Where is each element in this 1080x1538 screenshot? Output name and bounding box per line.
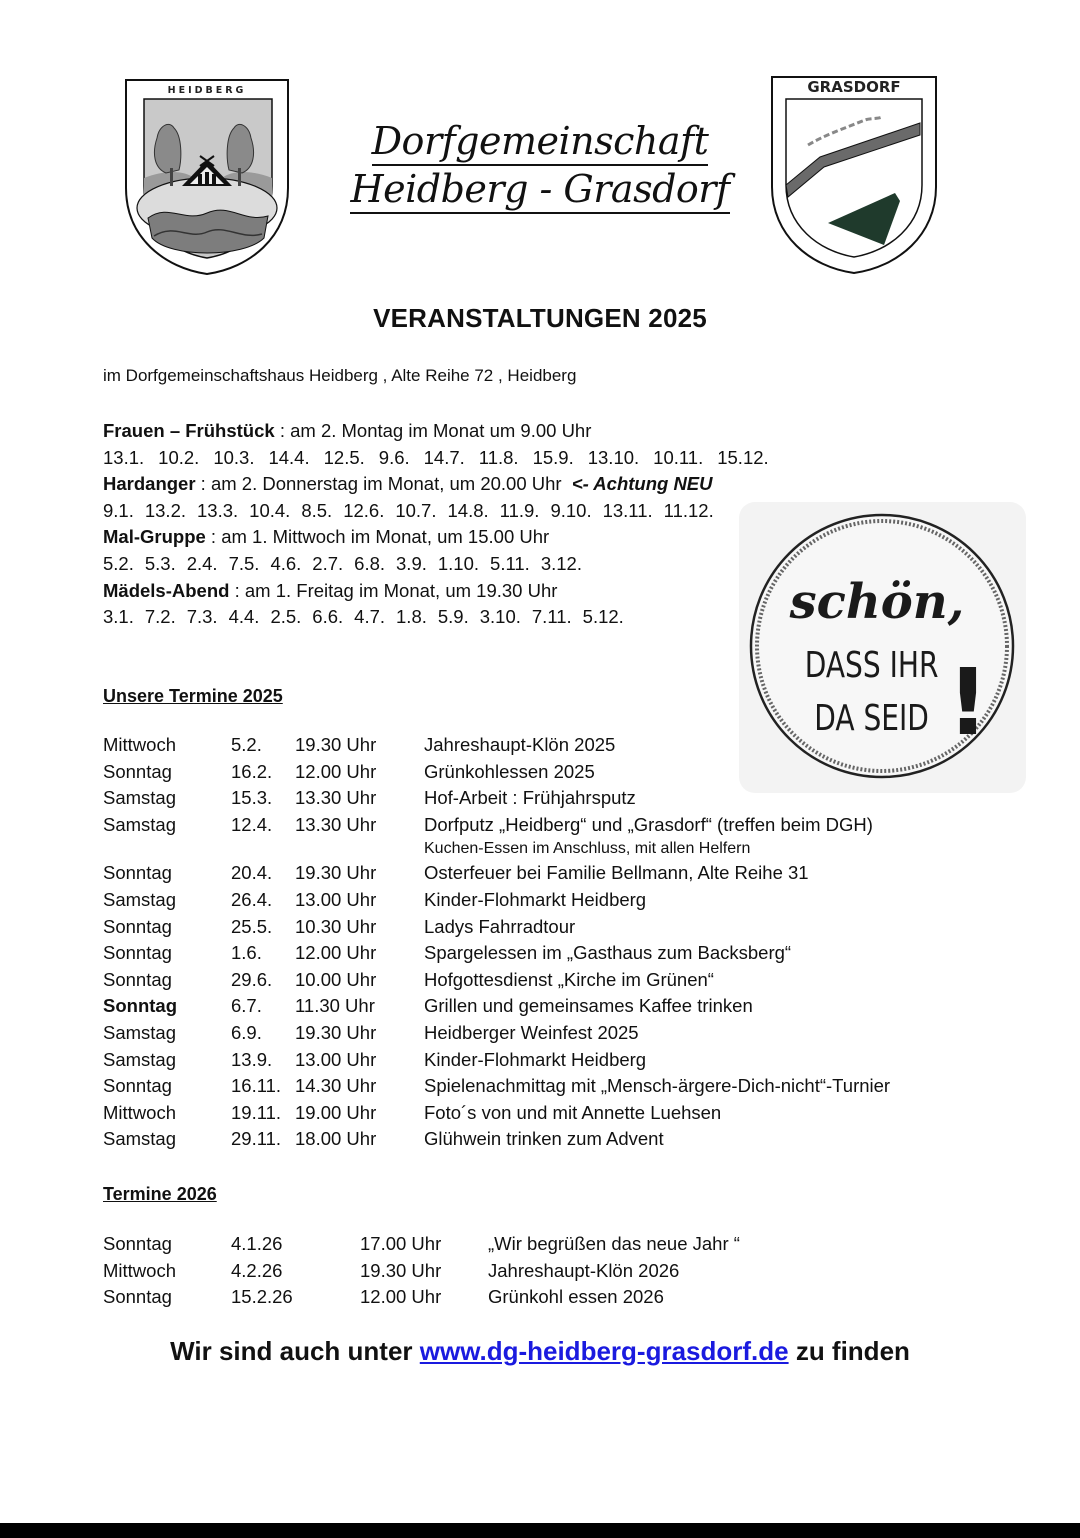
event-title: Foto´s von und mit Annette Luehsen <box>424 1101 722 1123</box>
date: 10.11. <box>653 446 704 468</box>
date: 13.2. <box>144 499 187 521</box>
date: 7.2. <box>144 606 176 628</box>
date: 5.3. <box>144 552 176 574</box>
event-day: Sonntag <box>103 942 172 964</box>
event-day: Sonntag <box>103 1233 172 1254</box>
event-time: 19.30 Uhr <box>295 734 377 755</box>
event-day: Mittwoch <box>103 1101 176 1123</box>
event-date: 19.11. <box>231 1101 282 1123</box>
date: 10.7. <box>395 499 437 521</box>
event-date: 29.6. <box>231 968 273 990</box>
date: 2.5. <box>270 606 302 628</box>
group-name: Frauen – Frühstück <box>103 420 275 441</box>
date: 5.11. <box>490 552 530 574</box>
event-day: Sonntag <box>103 915 172 937</box>
event-day: Samstag <box>103 888 177 910</box>
event-date: 6.9. <box>231 1021 262 1043</box>
date: 7.5. <box>228 552 260 574</box>
date: 14.4. <box>268 446 310 468</box>
event-date: 1.6. <box>231 942 262 964</box>
date: 11.8. <box>478 446 519 468</box>
event-date: 29.11. <box>231 1128 282 1150</box>
group-schedule: : am 1. Mittwoch im Monat, um 15.00 Uhr <box>205 526 550 548</box>
date: 6.8. <box>354 552 386 574</box>
event-time: 14.30 Uhr <box>295 1075 377 1097</box>
event-day: Sonntag <box>103 862 172 884</box>
group-header <box>103 524 783 551</box>
footer-text-before: Wir sind auch unter <box>170 1336 420 1366</box>
date: 5.2. <box>103 552 134 574</box>
event-title: Glühwein trinken zum Advent <box>424 1128 664 1150</box>
group-name: Mädels-Abend <box>103 579 230 601</box>
date: 3.1. <box>103 606 134 628</box>
group-name: Hardanger <box>103 473 196 495</box>
date: 14.7. <box>423 446 465 468</box>
bottom-bar <box>0 1523 1080 1538</box>
heidberg-coat-of-arms-icon <box>124 78 290 276</box>
termine-2025-title: Unsere Termine 2025 <box>103 686 283 706</box>
date: 9.10. <box>550 499 592 521</box>
group-name: Mal-Gruppe <box>103 526 206 548</box>
date: 13.1. <box>103 446 145 468</box>
event-day: Sonntag <box>103 968 172 990</box>
date: 10.2. <box>158 446 200 468</box>
date: 1.10. <box>437 552 480 574</box>
date: 9.1. <box>103 499 134 521</box>
event-day: Mittwoch <box>103 734 176 755</box>
event-title: Dorfputz „Heidberg“ und „Grasdorf“ (treffen beim DGH) <box>424 813 873 835</box>
event-title: Grillen und gemeinsames Kaffee trinken <box>424 995 753 1017</box>
event-title: Spielenachmittag mit „Mensch-ärgere-Dich-nicht“-Turnier <box>424 1075 891 1097</box>
date: 10.4. <box>249 499 291 521</box>
date: 7.3. <box>186 606 218 628</box>
event-time: 12.00 Uhr <box>360 1286 442 1308</box>
event-title: Jahreshaupt-Klön 2026 <box>488 1259 680 1281</box>
event-date: 15.2.26 <box>231 1286 293 1308</box>
website-link[interactable]: www.dg-heidberg-grasdorf.de <box>419 1336 789 1366</box>
sticker-line-2: DASS IHR <box>804 643 939 686</box>
event-day: Samstag <box>103 1048 177 1070</box>
event-title: Spargelessen im „Gasthaus zum Backsberg“ <box>424 942 792 964</box>
event-title: Hofgottesdienst „Kirche im Grünen“ <box>424 968 714 990</box>
event-time: 13.30 Uhr <box>295 787 377 809</box>
date: 6.6. <box>312 606 344 628</box>
venue-text: im Dorfgemeinschaftshaus Heidberg , Alte Reihe 72 , Heidberg <box>103 366 577 385</box>
group-header <box>103 471 783 498</box>
event-date: 16.11. <box>231 1075 282 1097</box>
welcome-badge-icon <box>739 502 1026 793</box>
event-date: 15.3. <box>231 787 273 809</box>
group-schedule: : am 1. Freitag im Monat, um 19.30 Uhr <box>229 579 558 601</box>
grasdorf-label: GRASDORF <box>807 78 901 96</box>
date: 14.8. <box>447 499 489 521</box>
date: 8.5. <box>301 499 333 521</box>
date: 3.10. <box>479 606 521 628</box>
event-day: Sonntag <box>103 760 172 782</box>
termine-2026-title: Termine 2026 <box>103 1184 217 1204</box>
date: 13.10. <box>587 446 640 468</box>
grasdorf-coat-of-arms-icon <box>770 75 938 275</box>
date: 9.6. <box>378 446 410 468</box>
event-date: 13.9. <box>231 1048 273 1070</box>
recurring-groups <box>103 418 783 631</box>
event-time: 12.00 Uhr <box>295 760 377 782</box>
event-title: Grünkohl essen 2026 <box>488 1286 664 1308</box>
date: 5.9. <box>437 606 469 628</box>
grasdorf-emblem <box>770 75 938 275</box>
event-time: 19.00 Uhr <box>295 1101 377 1123</box>
event-title: Hof-Arbeit : Frühjahrsputz <box>424 787 636 809</box>
event-time: 19.30 Uhr <box>295 862 377 884</box>
sticker-line-1: schön, <box>789 574 965 630</box>
date: 3.9. <box>396 552 427 574</box>
event-date: 25.5. <box>231 915 273 937</box>
website-footer <box>0 1336 1080 1367</box>
date: 3.12. <box>540 552 582 574</box>
event-note: Kuchen-Essen im Anschluss, mit allen Helfern <box>424 840 751 858</box>
event-date: 16.2. <box>231 760 273 782</box>
event-title: Kinder-Flohmarkt Heidberg <box>424 888 647 910</box>
date: 12.5. <box>323 446 365 468</box>
group-header <box>103 418 783 445</box>
event-date: 6.7. <box>231 995 262 1017</box>
events-heading: VERANSTALTUNGEN 2025 <box>373 303 707 333</box>
event-day: Samstag <box>103 1128 177 1150</box>
date: 2.4. <box>186 552 218 574</box>
group-schedule: : am 2. Montag im Monat um 9.00 Uhr <box>274 420 592 441</box>
group-schedule: : am 2. Donnerstag im Monat, um 20.00 Uhr <box>195 473 562 495</box>
event-time: 18.00 Uhr <box>295 1128 377 1150</box>
welcome-sticker <box>739 502 1026 793</box>
event-date: 26.4. <box>231 888 273 910</box>
event-time: 19.30 Uhr <box>295 1021 377 1043</box>
date: 12.6. <box>343 499 385 521</box>
event-time: 13.00 Uhr <box>295 888 377 910</box>
date: 7.11. <box>531 606 572 628</box>
event-title: Grünkohlessen 2025 <box>424 760 595 782</box>
event-date: 4.2.26 <box>231 1259 283 1281</box>
event-time: 19.30 Uhr <box>360 1259 442 1281</box>
event-title: „Wir begrüßen das neue Jahr “ <box>488 1233 740 1254</box>
event-day: Sonntag <box>103 1286 172 1308</box>
event-date: 12.4. <box>231 813 273 835</box>
date: 13.11. <box>602 499 653 521</box>
event-title: Ladys Fahrradtour <box>424 915 576 937</box>
event-date: 20.4. <box>231 862 273 884</box>
event-title: Osterfeuer bei Familie Bellmann, Alte Reihe 31 <box>424 862 809 884</box>
date: 1.8. <box>396 606 427 628</box>
event-day: Sonntag <box>103 995 177 1017</box>
date: 10.3. <box>213 446 255 468</box>
date: 5.12. <box>582 606 624 628</box>
event-date: 5.2. <box>231 734 262 755</box>
event-time: 12.00 Uhr <box>295 942 377 964</box>
event-date: 4.1.26 <box>231 1233 283 1254</box>
event-title: Jahreshaupt-Klön 2025 <box>424 734 616 755</box>
organization-title <box>340 118 740 214</box>
event-day: Mittwoch <box>103 1259 176 1281</box>
event-time: 10.30 Uhr <box>295 915 377 937</box>
group-dates <box>103 604 783 631</box>
date: 11.12. <box>663 499 714 521</box>
event-day: Samstag <box>103 813 177 835</box>
event-time: 17.00 Uhr <box>360 1233 442 1254</box>
date: 2.7. <box>312 552 344 574</box>
date: 15.9. <box>532 446 574 468</box>
date: 4.6. <box>270 552 302 574</box>
group-dates <box>103 551 783 578</box>
sticker-line-3: DA SEID <box>814 696 929 739</box>
date: 13.3. <box>197 499 239 521</box>
event-time: 10.00 Uhr <box>295 968 377 990</box>
sticker-exclamation: ! <box>947 649 989 756</box>
date: 15.12. <box>717 446 769 468</box>
group-header <box>103 578 783 605</box>
group-dates <box>103 445 783 472</box>
footer-text-after: zu finden <box>788 1336 910 1366</box>
event-day: Samstag <box>103 1021 177 1043</box>
event-title: Heidberger Weinfest 2025 <box>424 1021 639 1043</box>
heidberg-label: HEIDBERG <box>167 85 247 96</box>
event-time: 11.30 Uhr <box>295 995 375 1017</box>
date: 11.9. <box>499 499 540 521</box>
date: 4.4. <box>228 606 260 628</box>
event-day: Sonntag <box>103 1075 172 1097</box>
title-line-2: Heidberg - Grasdorf <box>350 166 729 214</box>
event-time: 13.30 Uhr <box>295 813 377 835</box>
new-notice: <- Achtung NEU <box>571 473 713 495</box>
heidberg-emblem <box>124 78 290 276</box>
event-title: Kinder-Flohmarkt Heidberg <box>424 1048 647 1070</box>
group-dates <box>103 498 783 525</box>
event-day: Samstag <box>103 787 177 809</box>
event-time: 13.00 Uhr <box>295 1048 377 1070</box>
title-line-1: Dorfgemeinschaft <box>372 118 709 166</box>
date: 4.7. <box>354 606 386 628</box>
